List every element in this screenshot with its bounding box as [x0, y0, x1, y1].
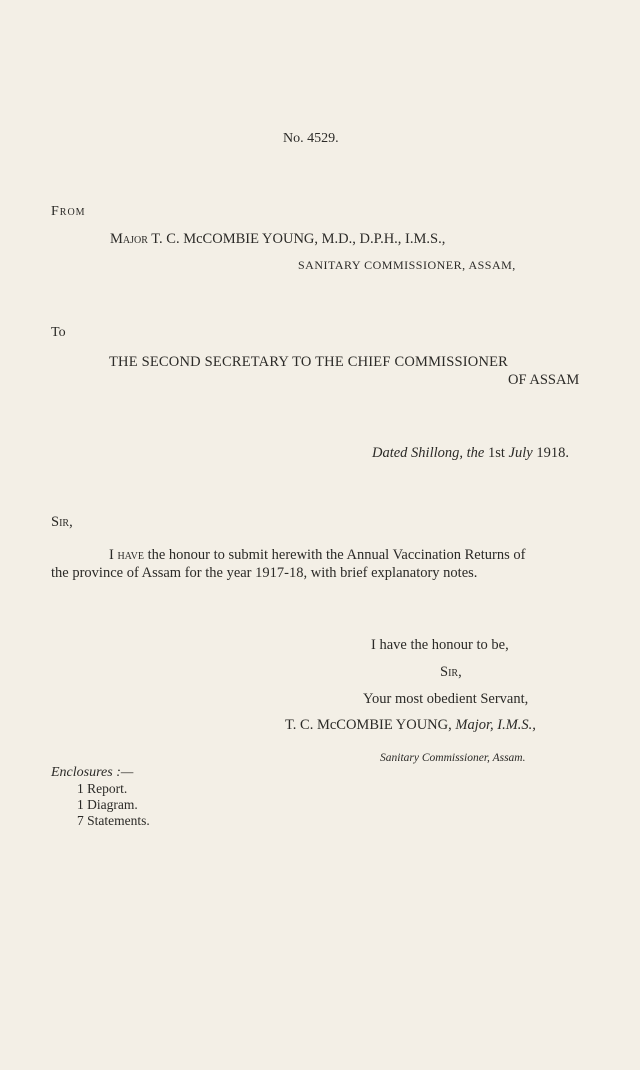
body-line2: the province of Assam for the year 1917-18, with brief explanatory notes. — [51, 565, 478, 581]
sender-name — [110, 231, 445, 248]
signature-title: Major, I.M.S., — [455, 717, 536, 733]
enclosures-heading: Enclosures :— — [51, 765, 134, 780]
enclosure-item: 7 Statements. — [77, 813, 150, 828]
closing-line3: Your most obedient Servant, — [363, 691, 529, 707]
signature-name: T. C. McCOMBIE YOUNG, — [285, 717, 452, 733]
enclosure-item: 1 Report. — [77, 781, 128, 796]
dated-prefix: Dated Shillong, the — [372, 445, 485, 461]
body-line1 — [109, 547, 525, 564]
body-line1-text: the honour to submit herewith the Annual Vaccination Returns of — [147, 547, 526, 563]
salutation: Sir, — [51, 514, 73, 530]
dated-line — [372, 445, 569, 462]
dated-month: July — [508, 445, 533, 461]
recipient-line1: THE SECOND SECRETARY TO THE CHIEF COMMISSIONER — [109, 354, 509, 370]
to-heading: To — [51, 325, 66, 340]
sender-rank: Major — [110, 231, 148, 247]
signature — [285, 717, 536, 734]
document-number: No. 4529. — [283, 131, 339, 146]
from-heading: From — [51, 204, 86, 219]
enclosure-item: 1 Diagram. — [77, 797, 138, 812]
recipient-line2: OF ASSAM — [508, 372, 580, 388]
sender-name-text: T. C. McCOMBIE YOUNG, M.D., D.P.H., I.M.S., — [151, 231, 446, 247]
closing-sir: Sir, — [440, 664, 462, 680]
dated-day: 1st — [488, 445, 505, 461]
sender-office: SANITARY COMMISSIONER, ASSAM, — [298, 258, 516, 272]
closing-line1: I have the honour to be, — [371, 637, 509, 653]
dated-year: 1918. — [536, 445, 569, 461]
signature-role: Sanitary Commissioner, Assam. — [380, 752, 526, 764]
body-opening: I have — [109, 547, 144, 563]
